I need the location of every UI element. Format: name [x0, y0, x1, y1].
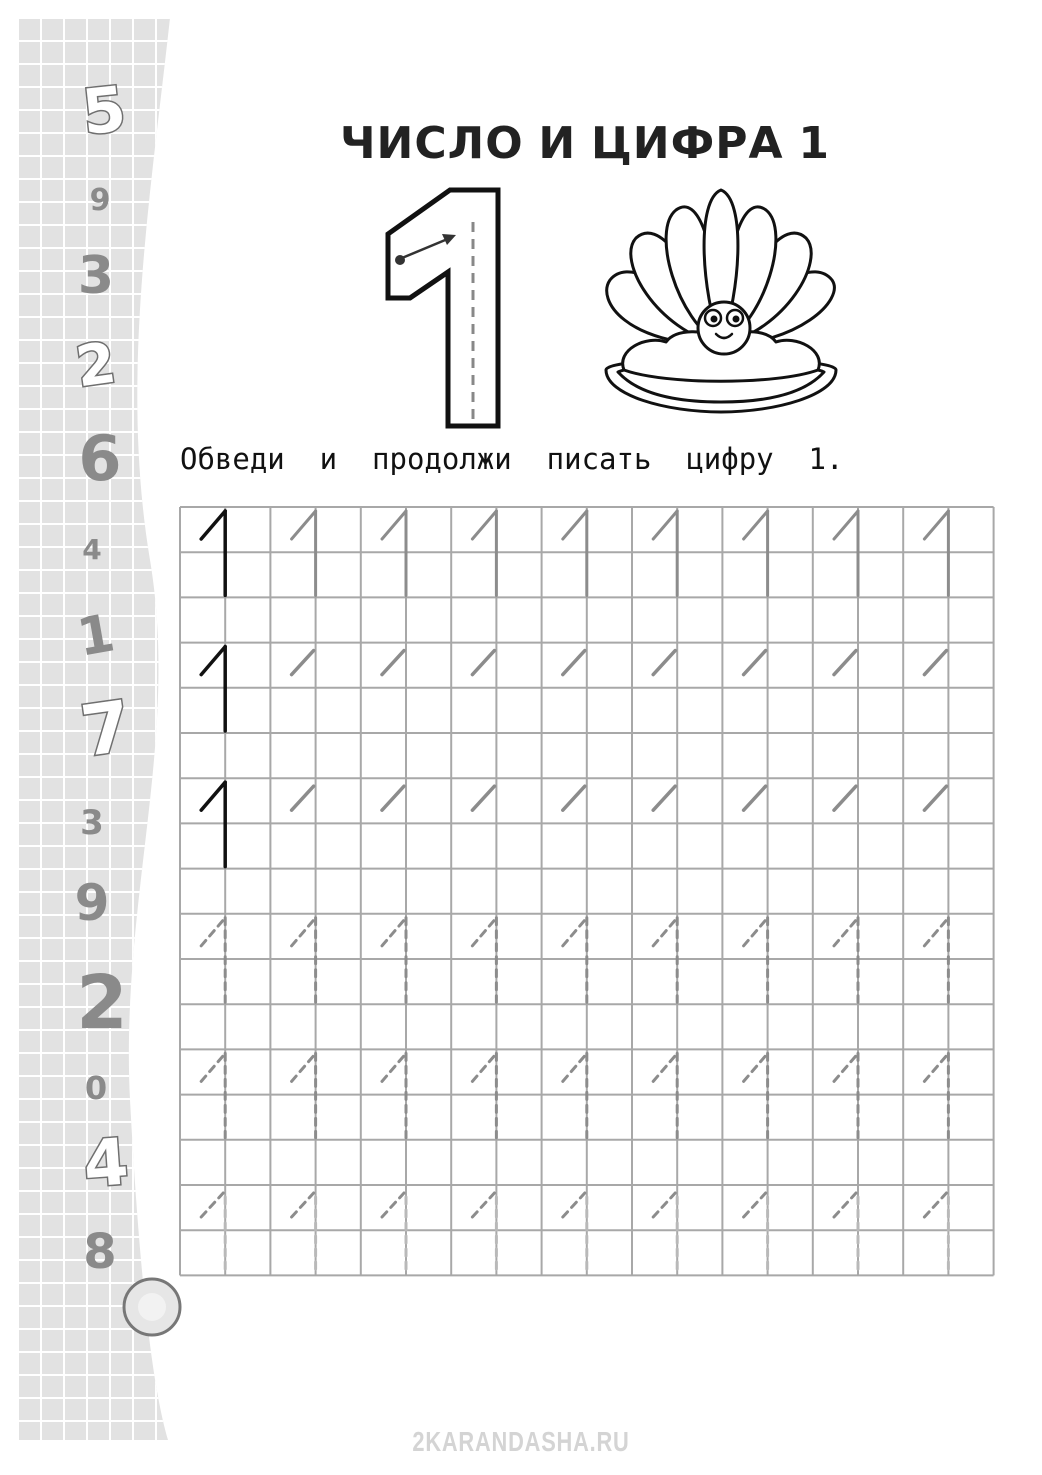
digit-one-hook-stroke [924, 511, 948, 539]
digit-one-hook-stroke [653, 651, 675, 675]
digit-one-trace [653, 511, 677, 595]
digit-one-trace [382, 1193, 406, 1273]
decorative-circle-inner [138, 1293, 166, 1321]
digit-one-trace [834, 1193, 858, 1273]
digit-one-hook-stroke [382, 786, 404, 810]
digit-one-hook-stroke [924, 786, 946, 810]
sidebar-digit: 3 [80, 803, 104, 843]
digit-one-hook-stroke [472, 511, 496, 539]
digit-one-trace [292, 786, 314, 810]
digit-one-trace [201, 1193, 225, 1273]
digit-one-hook-stroke [201, 1053, 225, 1081]
digit-one-trace [472, 511, 496, 595]
digit-one-hook-stroke [834, 786, 856, 810]
digit-one-hook-stroke [292, 1053, 316, 1081]
sidebar-digit: 1 [72, 603, 120, 669]
digit-one-hook-stroke [292, 786, 314, 810]
pearl-pupil-right [733, 316, 740, 323]
practice-grid-canvas[interactable] [178, 505, 996, 1280]
digit-one-trace [744, 651, 766, 675]
digit-one-trace [924, 651, 946, 675]
digit-one-trace [472, 1053, 496, 1137]
digit-one-hook-stroke [201, 918, 225, 946]
digit-one-hook-stroke [382, 651, 404, 675]
sidebar-digit: 5 [78, 71, 130, 150]
pearl-face [698, 302, 750, 354]
digit-one-trace [292, 511, 316, 595]
watermark: 2KARANDASHA.RU [412, 1426, 630, 1457]
digit-one-trace [653, 1193, 677, 1273]
digit-one-hook-stroke [653, 786, 675, 810]
digit-one-trace [201, 511, 225, 595]
digit-one-trace [472, 786, 494, 810]
digit-one-trace [472, 651, 494, 675]
digit-one-trace [924, 1053, 948, 1137]
digit-one-hook-stroke [563, 651, 585, 675]
digit-one-hook-stroke [563, 511, 587, 539]
title-word: И [538, 118, 577, 169]
digit-one-trace [201, 782, 225, 866]
digit-one-hook-stroke [653, 1193, 675, 1217]
digit-one-trace [563, 1053, 587, 1137]
title-word: ЦИФРА [590, 118, 784, 169]
digit-one-hook-stroke [292, 918, 316, 946]
digit-one-hook-stroke [924, 651, 946, 675]
digit-one-trace [382, 786, 404, 810]
sidebar-digit: 7 [76, 685, 136, 773]
digit-one-trace [563, 786, 585, 810]
digit-one-hook-stroke [563, 1193, 585, 1217]
digit-one-trace [744, 1193, 768, 1273]
digit-one-trace [924, 1193, 948, 1273]
digit-one-hook-stroke [653, 918, 677, 946]
digit-one-hook-stroke [292, 1193, 314, 1217]
digit-one-hook-stroke [744, 651, 766, 675]
sidebar-digit: 9 [89, 183, 111, 218]
sidebar-digit: 0 [84, 1069, 108, 1107]
digit-one-hook-stroke [292, 651, 314, 675]
digit-one-trace [292, 1193, 316, 1273]
digit-one-hook-stroke [834, 1053, 858, 1081]
digit-one-hook-stroke [472, 1053, 496, 1081]
digit-one-hook-stroke [834, 1193, 856, 1217]
sidebar-digit: 4 [82, 533, 102, 566]
digit-one-trace [382, 651, 404, 675]
digit-one-hook-stroke [201, 1193, 223, 1217]
digit-one-hook-stroke [472, 651, 494, 675]
digit-one-hook-stroke [744, 786, 766, 810]
sidebar-digit: 4 [81, 1125, 131, 1203]
sidebar-digit: 3 [77, 246, 115, 306]
page-title [340, 118, 830, 169]
digit-one-hook-stroke [201, 782, 225, 810]
digit-one-outline [388, 190, 498, 426]
digit-one-hook-stroke [744, 1053, 768, 1081]
digit-one-trace [563, 651, 585, 675]
digit-one-hook-stroke [472, 1193, 494, 1217]
digit-one-trace [834, 786, 856, 810]
instruction-text: Обведи и продолжи писать цифру 1. [180, 442, 844, 476]
sidebar-digit: 2 [72, 330, 120, 401]
digit-one-hook-stroke [382, 1053, 406, 1081]
digit-one-trace [563, 1193, 587, 1273]
digit-one-hook-stroke [472, 786, 494, 810]
digit-one-trace [201, 1053, 225, 1137]
digit-one-hook-stroke [834, 651, 856, 675]
digit-one-hook-stroke [924, 1193, 946, 1217]
digit-one-hook-stroke [382, 918, 406, 946]
digit-one-hook-stroke [924, 918, 948, 946]
digit-one-hook-stroke [563, 786, 585, 810]
seashell-pearl-illustration [596, 180, 846, 420]
digit-one-trace [292, 1053, 316, 1137]
digit-one-hook-stroke [744, 1193, 766, 1217]
digit-one-trace [382, 511, 406, 595]
pearl-pupil-left [711, 316, 718, 323]
digit-one-hook-stroke [924, 1053, 948, 1081]
digit-one-trace [834, 511, 858, 595]
title-word: 1 [798, 118, 830, 169]
digit-one-trace [563, 511, 587, 595]
digit-one-trace [472, 1193, 496, 1273]
digit-one-hook-stroke [382, 1193, 404, 1217]
digit-one-hook-stroke [472, 918, 496, 946]
digit-one-hook-stroke [834, 511, 858, 539]
digit-one-trace [653, 651, 675, 675]
sidebar-digit: 2 [76, 960, 128, 1046]
digit-one-trace [382, 1053, 406, 1137]
digit-one-trace [834, 1053, 858, 1137]
decorative-sidebar [0, 0, 200, 1475]
sidebar-digit: 8 [83, 1224, 117, 1280]
digit-one-hook-stroke [834, 918, 858, 946]
digit-one-trace [924, 511, 948, 595]
digit-one-trace [744, 786, 766, 810]
digit-one-hook-stroke [382, 511, 406, 539]
digit-one-hook-stroke [744, 511, 768, 539]
digit-one-hook-stroke [563, 918, 587, 946]
digit-one-trace [834, 651, 856, 675]
digit-one-trace [744, 1053, 768, 1137]
digit-one-hook-stroke [563, 1053, 587, 1081]
digit-one-hook-stroke [744, 918, 768, 946]
digit-one-trace [653, 786, 675, 810]
sidebar-digit: 6 [78, 422, 122, 495]
digit-one-hook-stroke [653, 1053, 677, 1081]
title-word: ЧИСЛО [340, 118, 524, 169]
digit-one-trace [744, 511, 768, 595]
digit-one-hook-stroke [653, 511, 677, 539]
digit-one-trace [924, 786, 946, 810]
sidebar-digit: 9 [74, 874, 110, 932]
big-digit-one-illustration [380, 182, 510, 432]
digit-one-hook-stroke [201, 647, 225, 675]
digit-one-hook-stroke [292, 511, 316, 539]
digit-one-trace [292, 651, 314, 675]
practice-grid[interactable] [178, 505, 996, 1284]
digit-one-trace [653, 1053, 677, 1137]
digit-one-hook-stroke [201, 511, 225, 539]
grid-lines [180, 507, 994, 1275]
